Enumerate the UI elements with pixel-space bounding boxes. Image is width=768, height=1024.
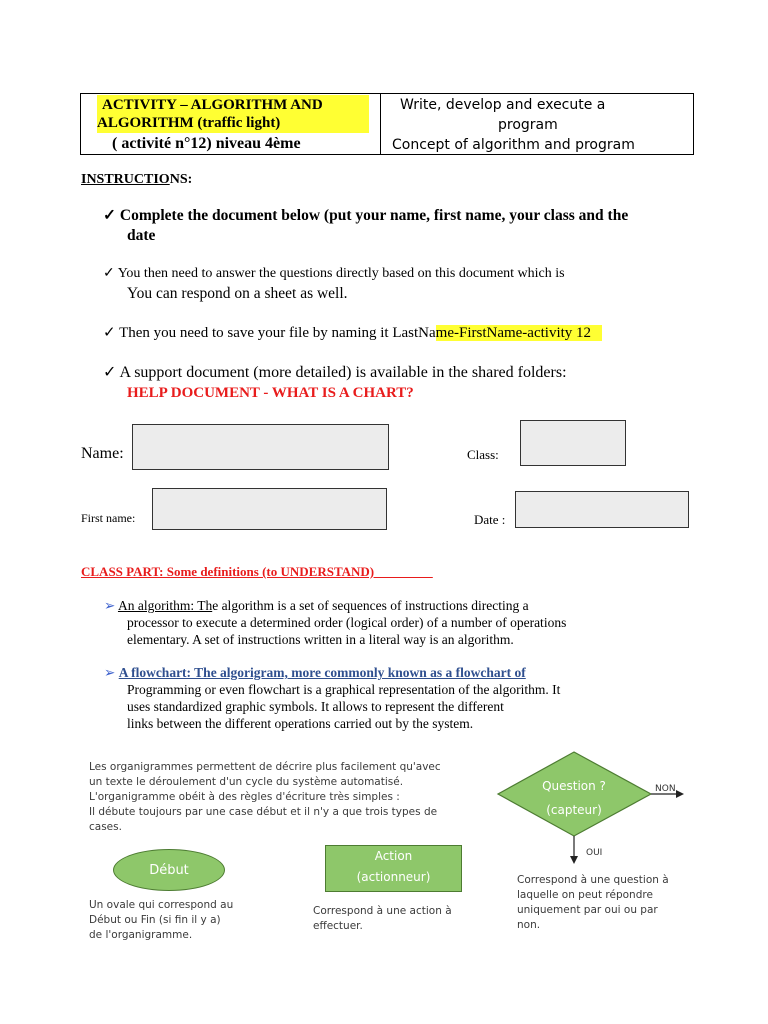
- question-description: Correspond à une question à laquelle on peut répondre uniquement par oui ou par non.: [517, 874, 669, 931]
- class-part-heading: CLASS PART: Some definitions (to UNDERSTAND)_________: [81, 564, 433, 579]
- activity-title-line2: ALGORITHM (traffic light): [97, 114, 369, 133]
- name-field[interactable]: [132, 424, 389, 470]
- arrow-bullet-icon: ➢: [104, 598, 116, 613]
- objective-line3: Concept of algorithm and program: [392, 137, 635, 153]
- instruction-save-file: ✓ Then you need to save your file by naming it LastName-FirstName-activity 12: [103, 323, 703, 343]
- header-objectives: [392, 95, 686, 155]
- start-oval-shape: Début: [113, 849, 225, 891]
- first-name-label: First name:: [81, 511, 136, 525]
- check-icon: ✓: [103, 364, 117, 381]
- class-label: Class:: [467, 447, 499, 462]
- help-document-link[interactable]: HELP DOCUMENT - WHAT IS A CHART?: [127, 385, 414, 401]
- check-icon: ✓: [103, 207, 116, 224]
- arrow-bullet-icon: ➢: [104, 665, 116, 680]
- non-label: NON: [655, 784, 676, 794]
- check-icon: ✓: [103, 266, 115, 281]
- first-name-field[interactable]: [152, 488, 387, 530]
- diamond-polygon: [498, 752, 651, 836]
- instruction-support-document: ✓ A support document (more detailed) is available in the shared folders: HELP DOCUMENT - WHAT IS A CHART?: [103, 363, 703, 403]
- oui-label: OUI: [586, 848, 603, 858]
- flowchart-intro-text: Les organigrammes permettent de décrire plus facilement qu'avec un texte le déroulement d'un cycle du système automatisé. L'organigramme obéit à des règles d'écriture très simples : Il débute toujours par une case début et il n'y a que trois types de cases.: [89, 761, 441, 833]
- sensor-label: (capteur): [546, 803, 602, 817]
- activity-number: ( activité n°12) niveau 4ème: [112, 135, 301, 152]
- oui-arrow-head-icon: [570, 856, 578, 864]
- non-arrow-head-icon: [676, 790, 684, 798]
- instructions-heading: INSTRUCTIONS:: [81, 172, 193, 187]
- instruction-answer-questions: ✓ You then need to answer the questions directly based on this document which is You can respond on a sheet as well.: [103, 266, 565, 302]
- check-icon: ✓: [103, 325, 116, 341]
- date-field[interactable]: [515, 491, 689, 528]
- objective-line1: Write, develop and execute a: [400, 97, 606, 113]
- action-rectangle-shape: Action (actionneur): [325, 845, 462, 892]
- definition-flowchart: ➢ A flowchart: The algorigram, more commonly known as a flowchart of Programming or even flowchart is a graphical representation of the algorithm. It uses standardized graphic symbols. It allows to represent the different links between the different operations carried out by the system.: [104, 665, 561, 731]
- activity-title-line1: ACTIVITY – ALGORITHM AND: [97, 95, 369, 115]
- objective-line2: program: [498, 117, 558, 133]
- instruction-complete-document: ✓ Complete the document below (put your name, first name, your class and the date: [103, 207, 629, 244]
- definition-algorithm: ➢ An algorithm: The algorithm is a set of sequences of instructions directing a processor to execute a determined order (logical order) of a number of operations elementary. A set of instructions written in a literal way is an algorithm.: [104, 598, 567, 647]
- date-label: Date :: [474, 512, 506, 527]
- oval-description: Un ovale qui correspond au Début ou Fin (si fin il y a) de l'organigramme.: [89, 899, 234, 941]
- header-divider: [380, 93, 381, 155]
- question-label: Question ?: [542, 779, 606, 793]
- action-description: Correspond à une action à effectuer.: [313, 905, 452, 932]
- name-label: Name:: [81, 445, 124, 462]
- class-field[interactable]: [520, 420, 626, 466]
